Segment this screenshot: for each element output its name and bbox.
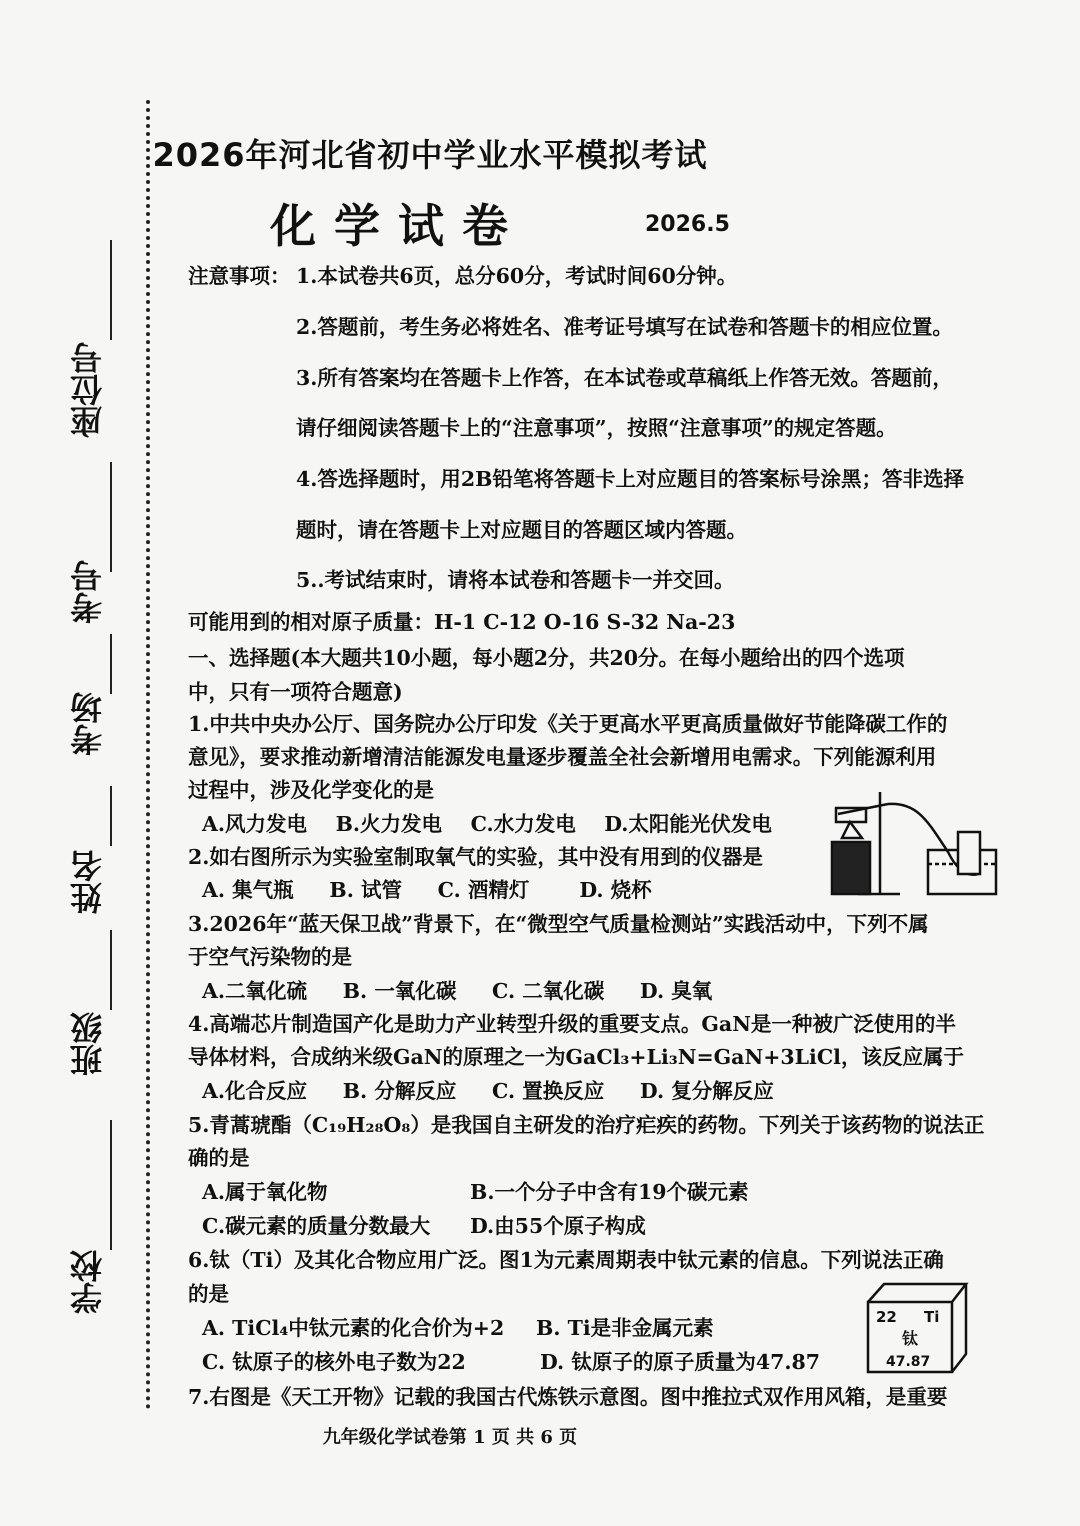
subject-title: 化学试卷 <box>270 199 526 253</box>
exam-date: 2026.5 <box>645 212 730 237</box>
q5-option-b: B.一个分子中含有19个碳元素 <box>470 1180 749 1204</box>
q1-options: A.风力发电 B.火力发电 C.水力发电 D.太阳能光伏发电 <box>202 812 772 836</box>
atomic-masses: 可能用到的相对原子质量：H-1 C-12 O-16 S-32 Na-23 <box>188 610 736 634</box>
seat-underline <box>110 240 112 340</box>
class-underline <box>110 930 112 1010</box>
q1-line-c: 过程中，涉及化学变化的是 <box>188 778 434 802</box>
note-3a: 3.所有答案均在答题卡上作答，在本试卷或草稿纸上作答无效。答题前， <box>296 366 953 390</box>
name-label: 姓名 <box>69 850 107 914</box>
q5-line-b: 确的是 <box>188 1146 250 1170</box>
room-label: 考场 <box>69 692 107 756</box>
note-5: 5..考试结束时，请将本试卷和答题卡一并交回。 <box>296 568 735 592</box>
q6-option-d: D. 钛原子的原子质量为47.87 <box>540 1350 821 1374</box>
page-footer: 九年级化学试卷第 1 页 共 6 页 <box>322 1427 578 1448</box>
exam-title: 2026年河北省初中学业水平模拟考试 <box>152 136 708 174</box>
ti-mass: 47.87 <box>886 1354 931 1370</box>
q3-line-a: 3.2026年“蓝天保卫战”背景下，在“微型空气质量检测站”实践活动中，下列不属 <box>188 912 929 936</box>
section1-heading-a: 一、选择题(本大题共10小题，每小题2分，共20分。在每小题给出的四个选项 <box>188 646 905 670</box>
q4-line-b: 导体材料，合成纳米级GaN的原理之一为GaCl₃+Li₃N=GaN+3LiCl，该反应属于 <box>188 1045 964 1069</box>
name-underline <box>110 786 112 846</box>
q5-option-c: C.碳元素的质量分数最大 <box>202 1214 431 1238</box>
q6-option-c: C. 钛原子的核外电子数为22 <box>202 1350 466 1374</box>
q3-line-b: 于空气污染物的是 <box>188 945 352 969</box>
school-label: 学校 <box>69 1250 107 1314</box>
seat-label: 座位号 <box>69 342 107 438</box>
note-2: 2.答题前，考生务必将姓名、准考证号填写在试卷和答题卡的相应位置。 <box>296 315 953 339</box>
q6-option-a: A. TiCl₄中钛元素的化合价为+2 <box>202 1316 505 1340</box>
room-underline <box>110 634 112 694</box>
q4-line-a: 4.高端芯片制造国产化是助力产业转型升级的重要支点。GaN是一种被广泛使用的半 <box>188 1012 956 1036</box>
q1-line-a: 1.中共中央办公厅、国务院办公厅印发《关于更高水平更高质量做好节能降碳工作的 <box>188 712 948 736</box>
examno-underline <box>110 462 112 572</box>
q5-option-a: A.属于氧化物 <box>202 1180 328 1204</box>
note-3b: 请仔细阅读答题卡上的“注意事项”，按照“注意事项”的规定答题。 <box>296 416 897 440</box>
q6-option-b: B. Ti是非金属元素 <box>536 1316 714 1340</box>
ti-name: 钛 <box>902 1329 919 1348</box>
oxygen-apparatus-figure <box>828 782 1000 900</box>
note-1: 1.本试卷共6页，总分60分，考试时间60分钟。 <box>296 264 738 288</box>
q1-line-b: 意见》，要求推动新增清洁能源发电量逐步覆盖全社会新增用电需求。下列能源利用 <box>188 745 937 769</box>
notes-label: 注意事项： <box>188 264 291 288</box>
titanium-element-cell <box>862 1280 972 1376</box>
note-4b: 题时，请在答题卡上对应题目的答题区域内答题。 <box>296 518 747 542</box>
ti-symbol: Ti <box>924 1308 940 1326</box>
q6-line-a: 6.钛（Ti）及其化合物应用广泛。图1为元素周期表中钛元素的信息。下列说法正确 <box>188 1248 944 1272</box>
q7-line-a: 7.右图是《天工开物》记载的我国古代炼铁示意图。图中推拉式双作用风箱，是重要 <box>188 1385 948 1409</box>
class-label: 班级 <box>69 1012 107 1076</box>
q6-line-b: 的是 <box>188 1282 229 1306</box>
ti-atomic-number: 22 <box>876 1308 897 1326</box>
q2-stem: 2.如右图所示为实验室制取氧气的实验，其中没有用到的仪器是 <box>188 845 763 869</box>
section1-heading-b: 中，只有一项符合题意) <box>188 680 403 704</box>
school-underline <box>110 1120 112 1250</box>
q5-option-d: D.由55个原子构成 <box>470 1214 646 1238</box>
q2-options: A. 集气瓶 B. 试管 C. 酒精灯 D. 烧杯 <box>202 878 652 902</box>
examno-label: 考号 <box>69 560 107 624</box>
q3-options: A.二氧化硫 B. 一氧化碳 C. 二氧化碳 D. 臭氧 <box>202 979 713 1003</box>
note-4a: 4.答选择题时，用2B铅笔将答题卡上对应题目的答案标号涂黑；答非选择 <box>296 467 964 491</box>
q4-options: A.化合反应 B. 分解反应 C. 置换反应 D. 复分解反应 <box>202 1079 774 1103</box>
binding-dotted-line <box>146 100 150 1410</box>
q5-line-a: 5.青蒿琥酯（C₁₉H₂₈O₈）是我国自主研发的治疗疟疾的药物。下列关于该药物的说法正 <box>188 1113 985 1137</box>
